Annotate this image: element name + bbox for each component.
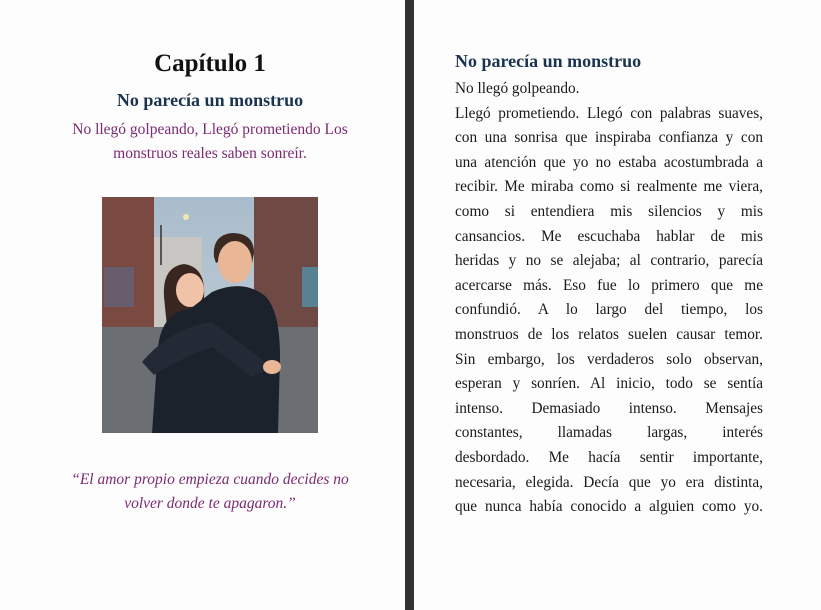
quote-line: “El amor propio empieza cuando decides no bbox=[71, 471, 349, 488]
body-line: confundió. A lo largo del tiempo, los bbox=[455, 301, 763, 319]
left-page bbox=[0, 0, 405, 610]
body-line: constantes, llamadas largas, interés bbox=[455, 424, 763, 442]
body-line: heridas y no se alejaba; al contrario, parecía bbox=[455, 252, 763, 270]
body-line: No llegó golpeando. bbox=[455, 80, 580, 97]
body-line: recibir. Me miraba como si realmente me viera, bbox=[455, 178, 763, 196]
body-line: que nunca había conocido a alguien como yo. bbox=[455, 498, 763, 516]
body-line: monstruos de los relatos suelen causar temor. bbox=[455, 325, 763, 343]
body-line: esperan y sonríen. Al inicio, todo se sentía bbox=[455, 375, 763, 393]
intro-line: No llegó golpeando, Llegó prometiendo Los bbox=[72, 121, 348, 138]
body-line: cansancios. Me escuchaba hablar de mis bbox=[455, 227, 763, 245]
body-line: como si entendiera mis silencios y mis bbox=[455, 202, 763, 220]
body-line: Sin embargo, los verdaderos solo observan, bbox=[455, 350, 763, 368]
chapter-title: Capítulo 1 bbox=[154, 50, 266, 77]
chapter-intro bbox=[55, 118, 365, 166]
body-line: necesaria, elegida. Decía que yo era distinta, bbox=[455, 473, 763, 491]
book-spine-divider bbox=[405, 0, 414, 610]
chapter-subtitle: No parecía un monstruo bbox=[116, 90, 304, 110]
body-line: Llegó prometiendo. Llegó con palabras suaves, bbox=[455, 104, 763, 122]
chapter-illustration bbox=[102, 197, 318, 433]
body-line: acercarse más. Eso fue lo primero que me bbox=[455, 276, 763, 294]
quote-line: volver donde te apagaron.” bbox=[124, 495, 296, 512]
body-text bbox=[455, 77, 763, 520]
body-line: una atención que yo no estaba acostumbrada a bbox=[455, 153, 763, 171]
section-heading: No parecía un monstruo bbox=[455, 51, 642, 71]
right-page bbox=[414, 0, 821, 610]
body-line: intenso. Demasiado intenso. Mensajes bbox=[455, 399, 763, 417]
body-line: con una sonrisa que inspiraba confianza y con bbox=[455, 129, 763, 147]
body-line: desbordado. Me hacía sentir importante, bbox=[455, 448, 763, 466]
chapter-quote bbox=[50, 468, 370, 516]
intro-line: monstruos reales saben sonreír. bbox=[113, 145, 307, 162]
